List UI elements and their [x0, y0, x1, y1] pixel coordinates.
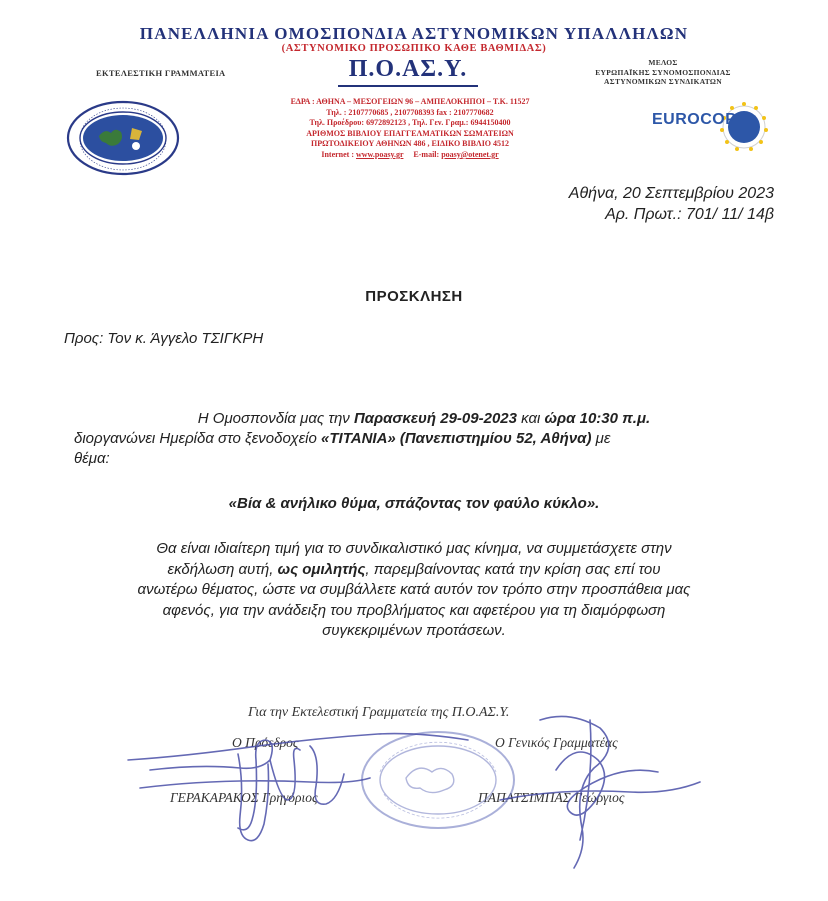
email-link[interactable]: poasy@otenet.gr — [441, 149, 499, 159]
text-run: , παρεμβαίνοντας κατά την κρίση σας επί του — [365, 560, 661, 578]
event-venue: «TITANIA» (Πανεπιστημίου 52, Αθήνα) — [321, 430, 592, 447]
organization-title: ΠΑΝΕΛΛΗΝΙΑ ΟΜΟΣΠΟΝΔΙΑ ΑΣΤΥΝΟΜΙΚΩΝ ΥΠΑΛΛΗΛΩΝ — [139, 24, 689, 43]
letter-date: Αθήνα, 20 Σεπτεμβρίου 2023 — [568, 185, 774, 202]
invitation-line: αφενός, για την ανάδειξη του προβλήματος και αφετέρου για τη διαμόρφωση — [162, 601, 666, 619]
recipient-line: Προς: Τον κ. Άγγελο ΤΣΙΓΚΡΗ — [64, 330, 264, 347]
document-heading: ΠΡΟΣΚΛΗΣΗ — [365, 288, 463, 305]
event-paragraph — [74, 409, 774, 469]
signature-for-line: Για την Εκτελεστική Γραμματεία της Π.Ο.ΑΣ.Υ. — [248, 705, 510, 720]
eurocop-logo-text: EUROCOP — [652, 111, 737, 128]
contact-block — [190, 97, 630, 161]
invitation-line: ανωτέρω θέματος, ώστε να συμβάλλετε κατά αυτόν τον τρόπο στην προσπάθεια μας — [137, 581, 691, 598]
acronym-underline — [338, 85, 478, 87]
text-run: Η Ομοσπονδία μας την — [197, 410, 354, 427]
text-run: με — [591, 430, 611, 447]
organization-acronym: Π.Ο.ΑΣ.Υ. — [348, 56, 468, 82]
text-run: διοργανώνει Ημερίδα στο ξενοδοχείο — [74, 430, 322, 447]
eurocop-logo — [648, 100, 770, 160]
member-of-label — [528, 58, 798, 87]
contact-line: Τηλ. : 2107770685 , 2107708393 fax : 2107770682 — [326, 107, 494, 117]
event-line-2 — [74, 429, 774, 449]
invitation-line — [56, 560, 772, 581]
website-link[interactable]: www.poasy.gr — [356, 149, 404, 159]
text-run: εκδήλωση αυτή, — [167, 560, 278, 578]
web-contact-line — [190, 150, 630, 161]
handwritten-signatures — [120, 700, 740, 870]
text-run: και — [516, 410, 545, 427]
invitation-line: Θα είναι ιδιαίτερη τιμή για το συνδικαλιστικό μας κίνημα, να συμμετάσχετε στην — [156, 540, 672, 557]
contact-line: ΑΡΙΘΜΟΣ ΒΙΒΛΙΟΥ ΕΠΑΓΓΕΛΜΑΤΙΚΩΝ ΣΩΜΑΤΕΙΩΝ — [306, 128, 514, 138]
president-role: Ο Πρόεδρος — [232, 735, 299, 750]
contact-line: Τηλ. Προέδρου: 6972892123 , Τηλ. Γεν. Γραμ.: 6944150400 — [309, 118, 511, 128]
event-theme: «Βία & ανήλικο θύμα, σπάζοντας τον φαύλο κύκλο». — [228, 495, 600, 512]
event-line-1 — [74, 409, 774, 429]
internet-label: Internet : — [321, 149, 354, 159]
executive-secretariat-label: ΕΚΤΕΛΕΣΤΙΚΗ ΓΡΑΜΜΑΤΕΙΑ — [96, 68, 226, 78]
member-line: ΜΕΛΟΣ — [648, 58, 678, 67]
invitation-paragraph — [56, 539, 772, 642]
email-label: E-mail: — [413, 149, 440, 159]
member-line: ΑΣΤΥΝΟΜΙΚΩΝ ΣΥΝΔΙΚΑΤΩΝ — [604, 77, 722, 86]
organization-subtitle: (ΑΣΤΥΝΟΜΙΚΟ ΠΡΟΣΩΠΙΚΟ ΚΑΘΕ ΒΑΘΜΙΔΑΣ) — [281, 43, 547, 54]
president-name: ΓΕΡΑΚΑΡΑΚΟΣ Γρηγόριος — [170, 790, 318, 805]
contact-line: ΠΡΩΤΟΔΙΚΕΙΟΥ ΑΘΗΝΩΝ 486 , ΕΙΔΙΚΟ ΒΙΒΛΙΟ 4512 — [310, 139, 510, 149]
invitation-line: συγκεκριμένων προτάσεων. — [322, 622, 506, 639]
general-secretary-role: Ο Γενικός Γραμματέας — [495, 735, 618, 750]
event-date: Παρασκευή 29-09-2023 — [353, 410, 517, 427]
speaker-role: ως ομιλητής — [277, 560, 366, 578]
contact-line: ΕΔΡΑ : ΑΘΗΝΑ – ΜΕΣΟΓΕΙΩΝ 96 – ΑΜΠΕΛΟΚΗΠΟΙ – Τ.Κ. 11527 — [290, 97, 530, 106]
event-line-3: θέμα: — [74, 450, 110, 467]
protocol-number: Αρ. Πρωτ.: 701/ 11/ 14β — [605, 206, 774, 223]
general-secretary-name: ΠΑΠΑΤΣΙΜΠΑΣ Γεώργιος — [478, 790, 625, 805]
event-time: ώρα 10:30 π.μ. — [544, 410, 651, 427]
date-block — [569, 183, 774, 225]
member-line: ΕΥΡΩΠΑΪΚΗΣ ΣΥΝΟΜΟΣΠΟΝΔΙΑΣ — [595, 67, 731, 77]
union-seal-logo — [66, 100, 180, 176]
